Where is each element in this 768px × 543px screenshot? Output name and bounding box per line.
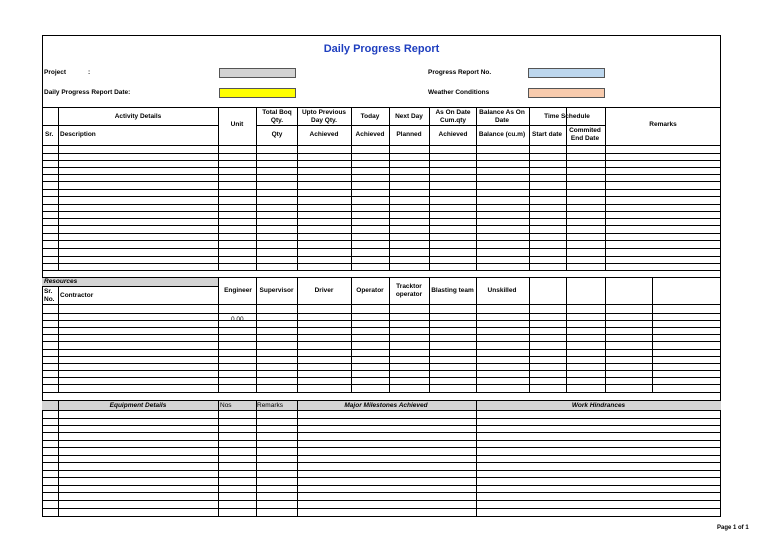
table-row-line (42, 349, 721, 350)
activity-details-header: Activity Details (114, 113, 162, 120)
contractor-header: Contractor (60, 292, 94, 299)
table-row-line (42, 440, 297, 441)
weather-label: Weather Conditions (428, 89, 490, 96)
achieved-header-1: Achieved (309, 131, 339, 138)
table-row-line (297, 425, 721, 426)
grid-line (529, 277, 530, 392)
table-row-line (297, 492, 721, 493)
table-row-line (42, 356, 721, 357)
activity-table-bottom (42, 270, 721, 271)
project-label: Project (44, 69, 67, 76)
equipment-details-header: Equipment Details (109, 402, 167, 409)
page-number: Page 1 of 1 (717, 525, 749, 531)
report-no-label: Progress Report No. (428, 69, 492, 76)
project-field[interactable] (219, 68, 296, 78)
table-row-line (42, 263, 721, 264)
table-row-line (42, 153, 721, 154)
table-row-line (297, 508, 721, 509)
grid-line (58, 286, 59, 392)
table-row-line (42, 392, 721, 393)
grid-line (529, 125, 605, 126)
grid-line (476, 400, 477, 517)
driver-header: Driver (314, 287, 334, 294)
table-row-line (42, 181, 721, 182)
table-row-line (297, 455, 721, 456)
page-title: Daily Progress Report (323, 43, 440, 55)
unit-header: Unit (230, 121, 244, 128)
total-boq-header: Total Boq Qty. (262, 109, 292, 124)
table-row-line (42, 455, 297, 456)
table-row-line (42, 211, 721, 212)
upto-prev-header: Upto Previous Day Qty. (301, 109, 347, 124)
next-day-header: Next Day (395, 113, 423, 120)
qty-header: Qty (271, 131, 283, 138)
table-row-line (42, 425, 297, 426)
table-row-line (42, 320, 721, 321)
activity-header-bottom (42, 145, 721, 146)
table-row-line (297, 470, 721, 471)
resources-header-bottom (42, 304, 721, 305)
table-row-line (42, 174, 721, 175)
table-row-line (42, 384, 721, 385)
table-row-line (42, 477, 297, 478)
today-header: Today (360, 113, 380, 120)
table-row-line (42, 432, 297, 433)
resources-title: Resources (44, 278, 78, 285)
grid-line (58, 400, 59, 517)
sr-header: Sr. (45, 131, 54, 138)
grid-line (256, 400, 257, 517)
grid-line (42, 400, 721, 401)
activity-header-top (42, 107, 721, 108)
table-row-line (42, 341, 721, 342)
grid-line (429, 107, 430, 270)
grid-line (42, 410, 721, 411)
table-row-line (42, 240, 721, 241)
nos-header: Nos (220, 402, 232, 409)
report-date-field[interactable] (219, 88, 296, 98)
project-colon: : (88, 69, 91, 76)
start-date-header: Start date (532, 131, 562, 138)
grid-line (297, 400, 298, 517)
table-row-line (42, 485, 297, 486)
unskilled-header: Unskilled (487, 287, 517, 294)
table-row-line (42, 204, 721, 205)
table-row-line (42, 370, 721, 371)
table-row-line (297, 418, 721, 419)
table-row-line (42, 500, 297, 501)
grid-line (58, 107, 59, 270)
report-no-field[interactable] (528, 68, 605, 78)
table-row-line (297, 477, 721, 478)
table-row-line (42, 233, 721, 234)
description-header: Description (60, 131, 96, 138)
table-row-line (42, 248, 721, 249)
balance-header: Balance (cu.m) (478, 131, 526, 138)
table-row-line (297, 500, 721, 501)
grid-line (42, 125, 218, 126)
as-on-date-header: As On Date Cum.qty (435, 109, 471, 124)
table-row-line (42, 189, 721, 190)
achieved-header-2: Achieved (355, 131, 385, 138)
table-row-line (42, 225, 721, 226)
table-row-line (42, 160, 721, 161)
sr-no-header: Sr. No. (44, 288, 55, 303)
table-row-line (42, 508, 297, 509)
table-row-line (42, 327, 721, 328)
grid-line (566, 277, 567, 392)
supervisor-header: Supervisor (259, 287, 294, 294)
grid-line (218, 277, 721, 278)
table-row-line (42, 492, 297, 493)
grid-line (42, 286, 218, 287)
grid-line (218, 400, 219, 517)
engineer-header: Engineer (224, 287, 252, 294)
tracktor-operator-header: Tracktor operator (395, 283, 423, 298)
planned-header: Planned (396, 131, 422, 138)
table-row-line (297, 462, 721, 463)
milestones-header: Major Milestones Achieved (344, 402, 428, 409)
weather-field[interactable] (528, 88, 605, 98)
grid-line (605, 277, 606, 392)
grid-line (652, 277, 653, 392)
table-row-line (42, 462, 297, 463)
table-row-line (297, 440, 721, 441)
engineer-value: 0.00 (231, 316, 244, 323)
table-row-line (42, 470, 297, 471)
table-row-line (42, 313, 721, 314)
committed-end-date-header: Commited End Date (569, 127, 601, 142)
report-date-label: Daily Progress Report Date: (44, 89, 131, 96)
table-row-line (42, 363, 721, 364)
grid-line (605, 107, 606, 270)
table-row-line (42, 418, 297, 419)
hindrances-header: Work Hindrances (571, 402, 626, 409)
table-row-line (42, 218, 721, 219)
table-row-line (42, 167, 721, 168)
achieved-header-3: Achieved (438, 131, 468, 138)
table-row-line (297, 485, 721, 486)
table-row-line (42, 196, 721, 197)
time-schedule-header: Time Schedule (544, 113, 590, 120)
bottom-remarks-header: Remarks (257, 402, 284, 409)
operator-header: Operator (356, 287, 384, 294)
grid-line (218, 107, 219, 270)
table-row-line (297, 447, 721, 448)
table-row-line (42, 447, 297, 448)
table-row-line (42, 334, 721, 335)
table-row-line (297, 432, 721, 433)
table-row-line (42, 256, 721, 257)
blasting-team-header: Blasting team (431, 287, 474, 294)
remarks-header: Remarks (649, 121, 677, 128)
balance-as-on-header: Balance As On Date (479, 109, 525, 124)
table-row-line (42, 377, 721, 378)
